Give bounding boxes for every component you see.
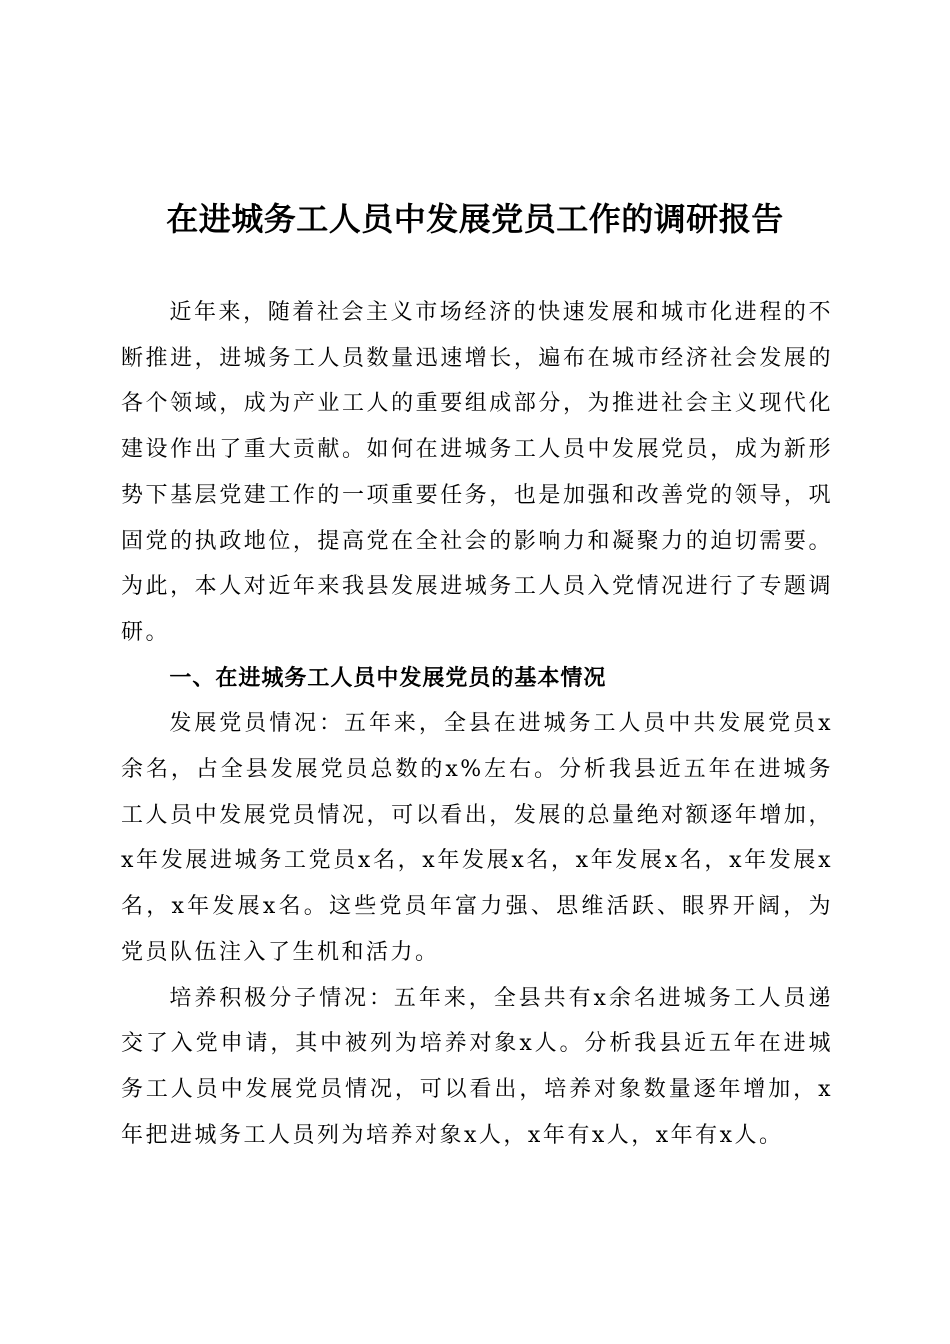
party-development-paragraph: 发展党员情况：五年来，全县在进城务工人员中共发展党员x余名，占全县发展党员总数的x%左右。分析我县近五年在进城务工人员中发展党员情况，可以看出，发展的总量绝对额逐年增加，x年发展进城务工党员x名，x年发展x名，x年发展x名，x年发展x名，x年发展x名。这些党员年富力强、思维活跃、眼界开阔，为党员队伍注入了生机和活力。 [121,711,833,965]
intro-paragraph: 近年来，随着社会主义市场经济的快速发展和城市化进程的不断推进，进城务工人员数量迅速增长，遍布在城市经济社会发展的各个领域，成为产业工人的重要组成部分，为推进社会主义现代化建设作出了重大贡献。如何在进城务工人员中发展党员，成为新形势下基层党建工作的一项重要任务，也是加强和改善党的领导，巩固党的执政地位，提高党在全社会的影响力和凝聚力的迫切需要。为此，本人对近年来我县发展进城务工人员入党情况进行了专题调研。 [121,300,833,645]
activists-paragraph: 培养积极分子情况：五年来，全县共有x余名进城务工人员递交了入党申请，其中被列为培养对象x人。分析我县近五年在进城务工人员中发展党员情况，可以看出，培养对象数量逐年增加，x年把进城务工人员列为培养对象x人，x年有x人，x年有x人。 [121,985,833,1148]
document-body [121,290,833,1158]
section-heading: 一、在进城务工人员中发展党员的基本情况 [169,665,607,691]
document-title: 在进城务工人员中发展党员工作的调研报告 [166,200,784,238]
